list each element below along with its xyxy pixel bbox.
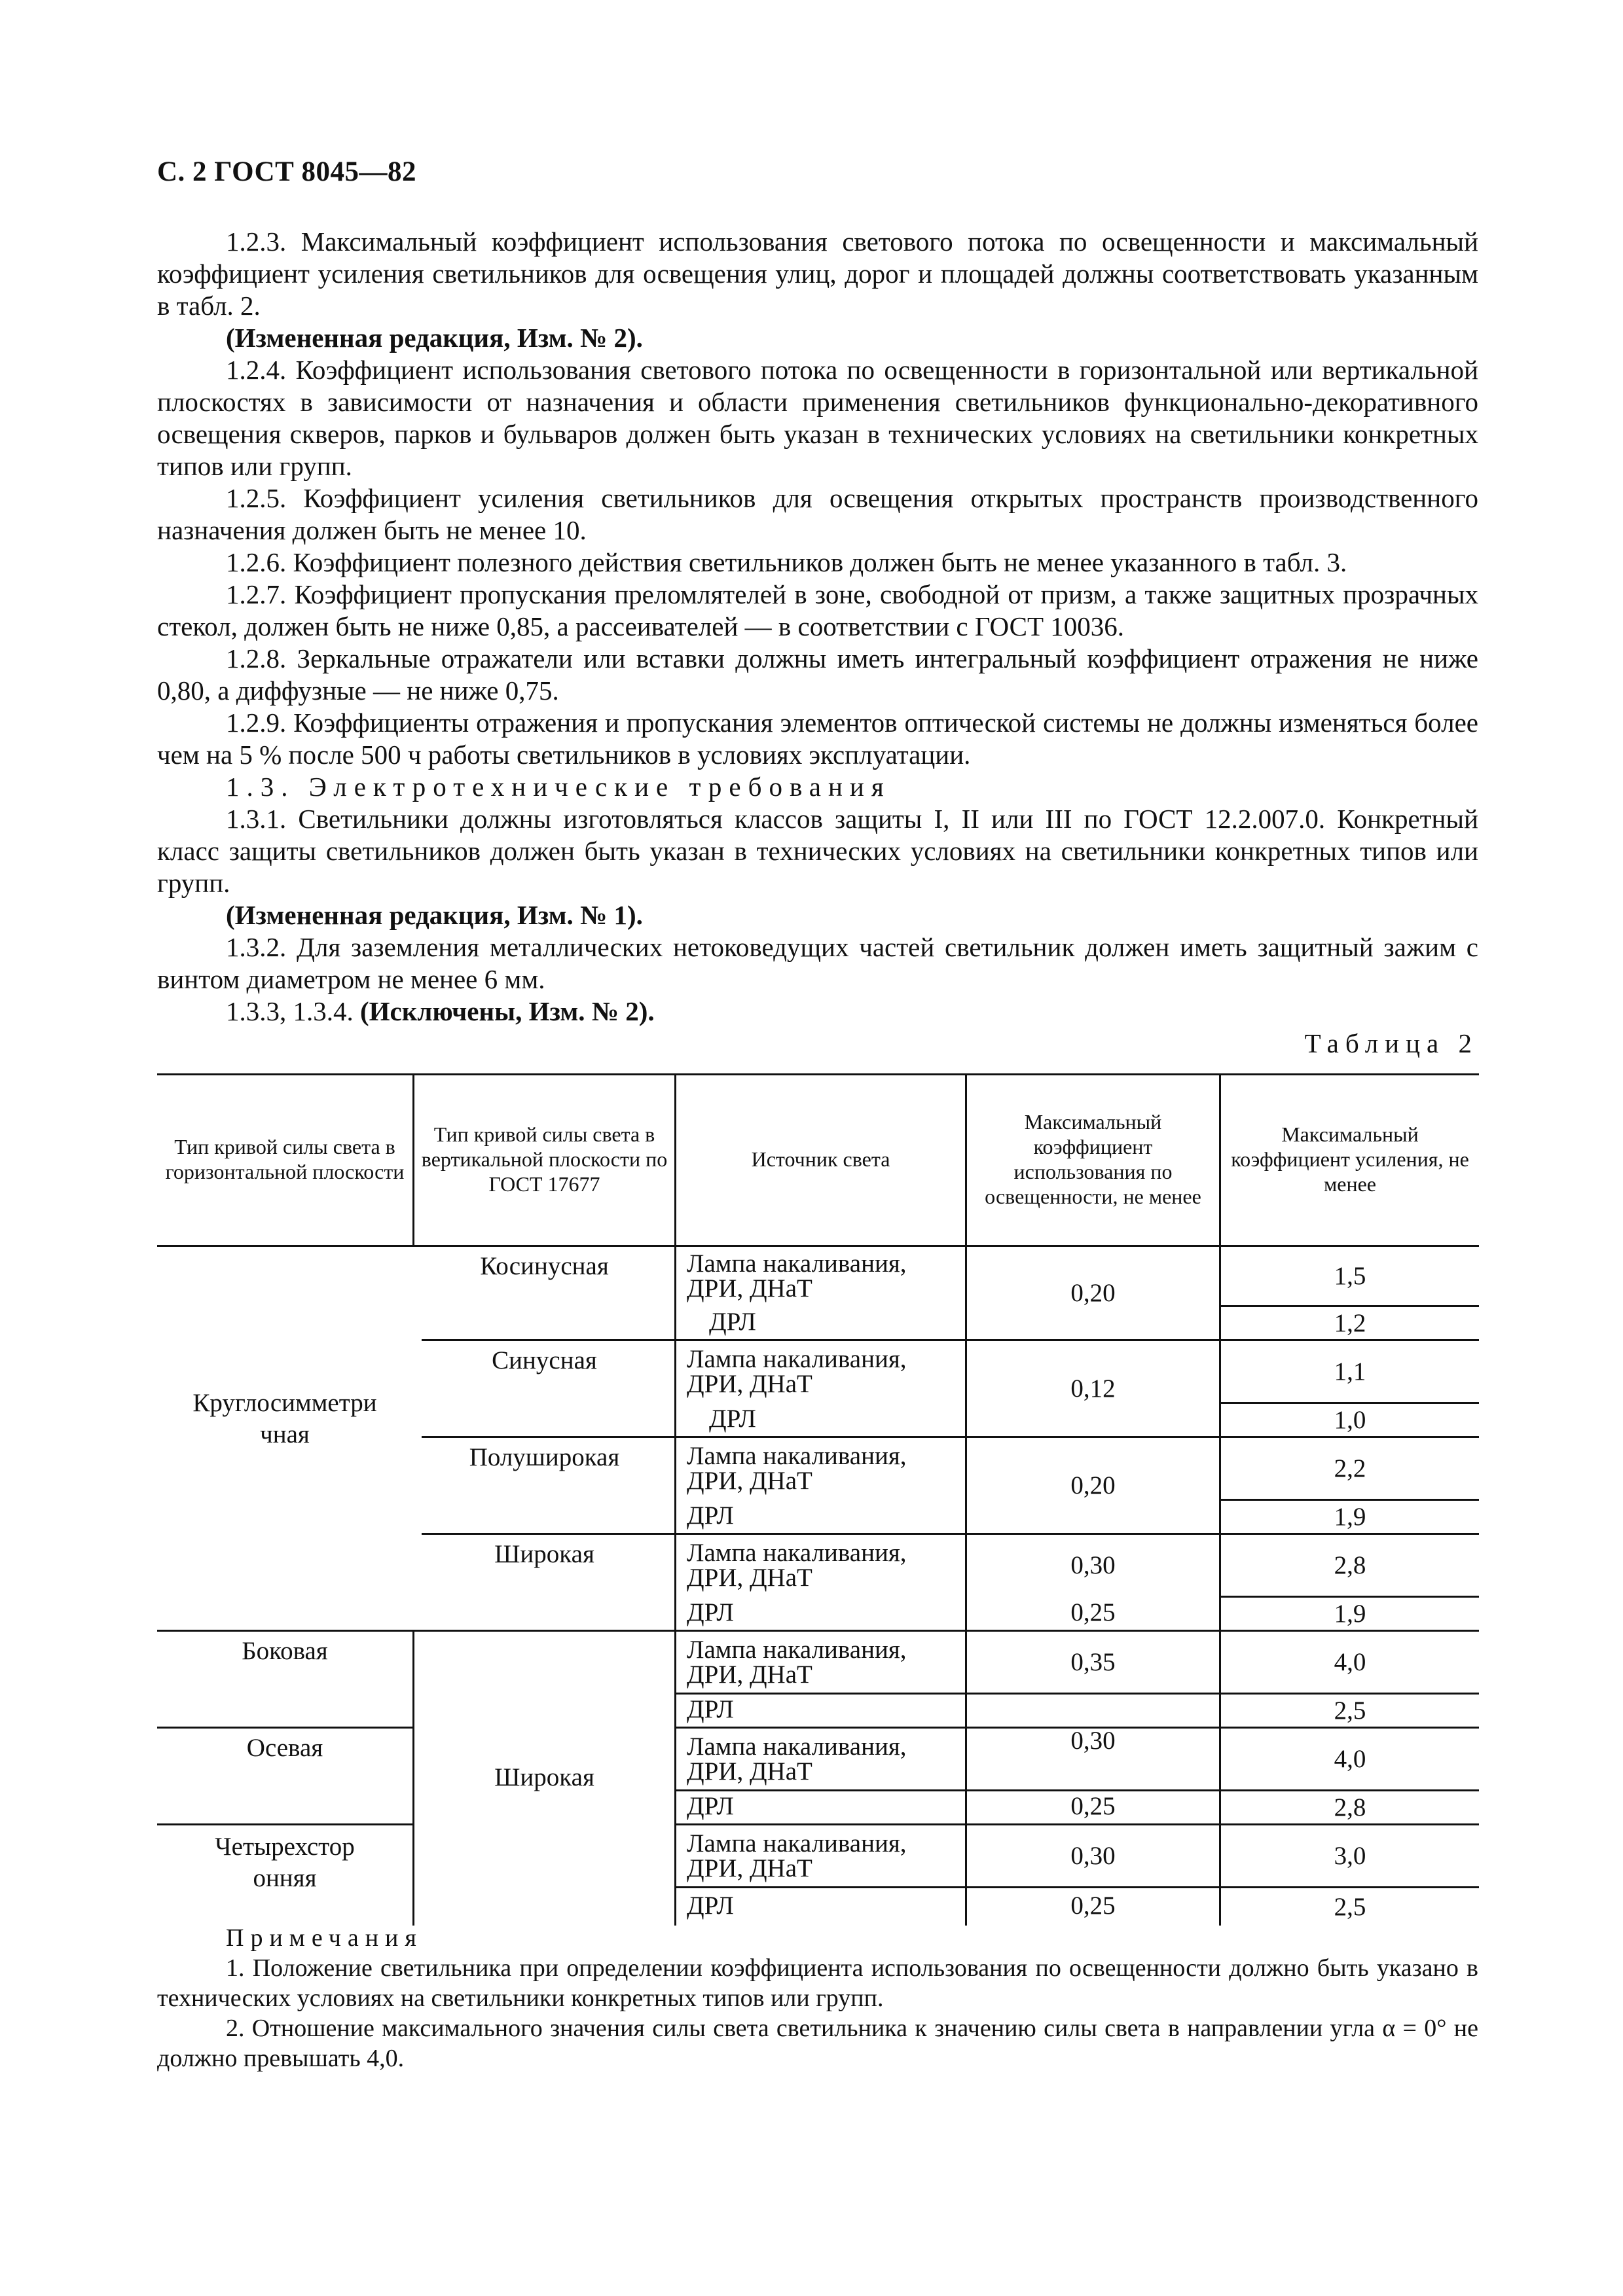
column-header: Максимальный коэффициент усиления, не менее bbox=[1231, 1122, 1469, 1196]
utilization-value: 0,25 bbox=[1070, 1792, 1116, 1820]
light-source: Лампа накаливания, ДРИ, ДНаТ bbox=[687, 1441, 907, 1495]
cell-text: Четырехсторонняя bbox=[215, 1833, 355, 1892]
column-header: Источник света bbox=[751, 1147, 890, 1171]
gain-value: 1,5 bbox=[1334, 1261, 1366, 1290]
table-rule bbox=[157, 1727, 412, 1729]
horizontal-curve-type bbox=[157, 1380, 412, 1458]
column-header: Тип кривой силы света в горизонтальной плоскости bbox=[165, 1135, 405, 1183]
utilization-value: 0,35 bbox=[1070, 1647, 1116, 1676]
light-source: ДРЛ bbox=[687, 1501, 734, 1530]
column-header: Тип кривой силы света в вертикальной плоскости по ГОСТ 17677 bbox=[421, 1122, 668, 1196]
utilization-value: 0,30 bbox=[1070, 1551, 1116, 1579]
gain-value: 3,0 bbox=[1334, 1841, 1366, 1870]
gain-value: 1,2 bbox=[1334, 1308, 1366, 1337]
gain-value: 1,1 bbox=[1334, 1357, 1366, 1386]
light-source: Лампа накаливания, ДРИ, ДНаТ bbox=[687, 1344, 907, 1398]
light-source: ДРЛ bbox=[709, 1405, 756, 1433]
utilization-value: 0,30 bbox=[1070, 1727, 1116, 1755]
page-header: С. 2 ГОСТ 8045—82 bbox=[157, 156, 417, 187]
gain-value: 1,0 bbox=[1334, 1405, 1366, 1434]
light-source: ДРЛ bbox=[687, 1892, 734, 1920]
gain-value: 2,8 bbox=[1334, 1551, 1366, 1579]
light-source: ДРЛ bbox=[687, 1695, 734, 1723]
paragraph-1-3-3 bbox=[157, 996, 1478, 1028]
light-source: ДРЛ bbox=[687, 1598, 734, 1626]
notes-title: Примечания bbox=[226, 1924, 423, 1952]
light-source: Лампа накаливания, ДРИ, ДНаТ bbox=[687, 1538, 907, 1592]
paragraph-1-2-6: 1.2.6. Коэффициент полезного действия светильников должен быть не менее указанного в табл. 3. bbox=[226, 547, 1347, 577]
light-source: Лампа накаливания, ДРИ, ДНаТ bbox=[687, 1249, 907, 1302]
gain-value: 1,9 bbox=[1334, 1502, 1366, 1531]
vertical-curve-type: Синусная bbox=[492, 1346, 597, 1374]
document-body bbox=[157, 226, 1478, 1028]
utilization-value: 0,25 bbox=[1070, 1598, 1116, 1626]
horizontal-curve-type bbox=[157, 1831, 412, 1897]
light-source: ДРЛ bbox=[687, 1792, 734, 1820]
gain-value: 2,8 bbox=[1334, 1793, 1366, 1821]
note-item: 2. Отношение максимального значения силы света светильника к значению силы света в направлении угла α = 0° не должно превышать 4,0. bbox=[157, 2015, 1478, 2072]
gain-value: 2,2 bbox=[1334, 1454, 1366, 1482]
paragraph-1-2-7: 1.2.7. Коэффициент пропускания преломлятелей в зоне, свободной от призм, а также защитных прозрачных стекол, должен быть не ниже 0,85, а рассеивателей — в соответствии с ГОСТ 10036. bbox=[157, 579, 1478, 641]
gain-value: 4,0 bbox=[1334, 1647, 1366, 1676]
table-caption: Таблица 2 bbox=[1304, 1028, 1478, 1058]
utilization-value: 0,12 bbox=[1070, 1374, 1116, 1403]
paragraph-1-2-9: 1.2.9. Коэффициенты отражения и пропускания элементов оптической системы не должны изменяться более чем на 5 % после 500 ч работы светильников в условиях эксплуатации. bbox=[157, 708, 1478, 770]
vertical-curve-type: Косинусная bbox=[480, 1252, 609, 1280]
horizontal-curve-type: Боковая bbox=[242, 1637, 328, 1665]
column-header: Максимальный коэффициент использования по освещенности, не менее bbox=[985, 1110, 1201, 1208]
paragraph-1-2-3: 1.2.3. Максимальный коэффициент использования светового потока по освещенности и максимальный коэффициент усиления светильников для освещения улиц, дорог и площадей должны соответствовать указанным в табл. 2. bbox=[157, 226, 1478, 321]
gain-value: 1,9 bbox=[1334, 1599, 1366, 1628]
paragraph-1-3-1: 1.3.1. Светильники должны изготовляться классов защиты I, II или III по ГОСТ 12.2.007.0. Конкретный класс защиты светильников должен быть указан в технических условиях на светильники конкретных типов или групп. bbox=[157, 804, 1478, 898]
light-source: Лампа накаливания, ДРИ, ДНаТ bbox=[687, 1635, 907, 1689]
cell-text: Круглосимметричная bbox=[192, 1389, 377, 1448]
table-rule bbox=[157, 1823, 412, 1825]
gain-value: 4,0 bbox=[1334, 1744, 1366, 1773]
amendment-note: (Измененная редакция, Изм. № 2). bbox=[226, 323, 643, 353]
vertical-curve-type: Широкая bbox=[494, 1540, 594, 1568]
light-source: Лампа накаливания, ДРИ, ДНаТ bbox=[687, 1732, 907, 1785]
utilization-value: 0,25 bbox=[1070, 1892, 1116, 1920]
gain-value: 2,5 bbox=[1334, 1892, 1366, 1921]
section-heading-1-3: 1.3. Электротехнические требования bbox=[226, 772, 891, 802]
table-2 bbox=[157, 1073, 1479, 1926]
amendment-note: (Измененная редакция, Изм. № 1). bbox=[226, 900, 643, 930]
vertical-curve-type: Полуширокая bbox=[469, 1443, 620, 1471]
horizontal-curve-type: Осевая bbox=[246, 1734, 323, 1762]
utilization-value: 0,20 bbox=[1070, 1471, 1116, 1499]
utilization-value: 0,20 bbox=[1070, 1278, 1116, 1307]
paragraph-1-3-2: 1.3.2. Для заземления металлических нетоковедущих частей светильник должен иметь защитный зажим с винтом диаметром не менее 6 мм. bbox=[157, 932, 1478, 994]
paragraph-number: 1.3.3, 1.3.4. bbox=[226, 996, 354, 1026]
vertical-curve-type: Широкая bbox=[494, 1763, 594, 1791]
light-source: Лампа накаливания, ДРИ, ДНаТ bbox=[687, 1829, 907, 1882]
gain-value: 2,5 bbox=[1334, 1696, 1366, 1725]
paragraph-1-2-4: 1.2.4. Коэффициент использования светового потока по освещенности в горизонтальной или вертикальной плоскостях в зависимости от назначения и области применения светильников функционально-декоративного освещения скверов, парков и бульваров должен быть указан в технических условиях на светильники конкретных типов или групп. bbox=[157, 355, 1478, 481]
paragraph-1-2-8: 1.2.8. Зеркальные отражатели или вставки должны иметь интегральный коэффициент отражения не ниже 0,80, а диффузные — не ниже 0,75. bbox=[157, 643, 1478, 706]
light-source: ДРЛ bbox=[709, 1308, 756, 1336]
excluded-note: (Исключены, Изм. № 2). bbox=[360, 996, 655, 1026]
note-item: 1. Положение светильника при определении коэффициента использования по освещенности должно быть указано в технических условиях на светильники конкретных типов или групп. bbox=[157, 1954, 1478, 2012]
table-notes bbox=[157, 1923, 1478, 2073]
paragraph-1-2-5: 1.2.5. Коэффициент усиления светильников для освещения открытых пространств производственного назначения должен быть не менее 10. bbox=[157, 483, 1478, 545]
utilization-value: 0,30 bbox=[1070, 1841, 1116, 1870]
